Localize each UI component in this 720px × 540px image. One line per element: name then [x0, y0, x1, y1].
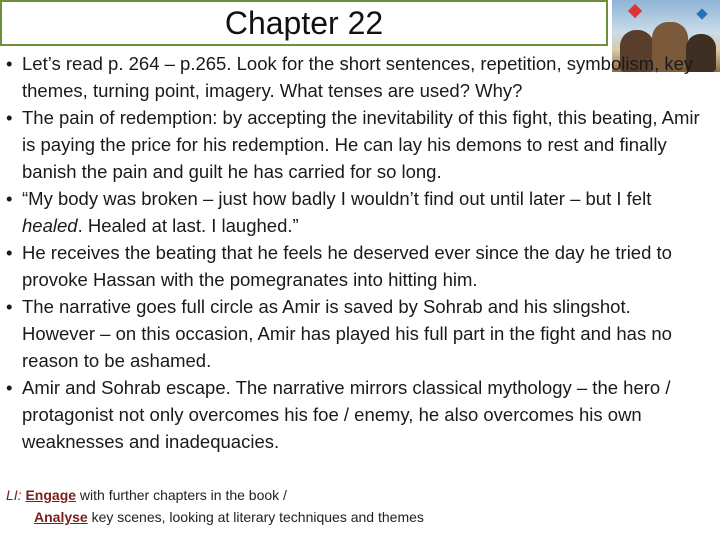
- bullet-icon: •: [6, 296, 13, 317]
- footer-line-2: [6, 506, 706, 528]
- kite-icon: [628, 4, 642, 18]
- bullet-item: [6, 104, 706, 185]
- quote-text-start: “My body was broken – just how badly I wouldn’t find out until later – but I felt: [22, 188, 652, 209]
- bullet-item: [6, 185, 706, 239]
- bullet-icon: •: [6, 53, 13, 74]
- footer-line-1: [6, 484, 706, 506]
- bullet-item: [6, 50, 706, 104]
- bullet-item: [6, 239, 706, 293]
- kite-icon: [696, 8, 707, 19]
- bullet-icon: •: [6, 242, 13, 263]
- bullet-icon: •: [6, 377, 13, 398]
- bullet-text: Let’s read p. 264 – p.265. Look for the short sentences, repetition, symbolism, key themes, turning point, imagery. What tenses are used? Why?: [22, 53, 694, 101]
- bullet-icon: •: [6, 188, 13, 209]
- quote-text-end: . Healed at last. I laughed.”: [77, 215, 299, 236]
- keyword-engage: Engage: [25, 487, 77, 503]
- footer-text-2: key scenes, looking at literary techniques and themes: [87, 509, 424, 525]
- bullet-text: The pain of redemption: by accepting the inevitability of this fight, this beating, Amir is paying the price for his redemption. He can lay his demons to rest and finally banish the pain and guilt he has carried for so long.: [22, 107, 700, 182]
- bullet-list: [6, 50, 706, 455]
- li-label: LI:: [6, 487, 22, 503]
- bullet-icon: •: [6, 107, 13, 128]
- slide-title: Chapter 22: [224, 4, 384, 41]
- bullet-item: [6, 293, 706, 374]
- learning-intention: [6, 484, 706, 528]
- footer-text-1: with further chapters in the book /: [76, 487, 287, 503]
- bullet-text: He receives the beating that he feels he deserved ever since the day he tried to provoke Hassan with the pomegranates into hitting him.: [22, 242, 672, 290]
- bullet-item: [6, 374, 706, 455]
- bullet-text: The narrative goes full circle as Amir is saved by Sohrab and his slingshot. However – on this occasion, Amir has played his full part in the fight and has no reason to be ashamed.: [22, 296, 672, 371]
- keyword-analyse: Analyse: [34, 509, 88, 525]
- quote-emphasis: healed: [22, 215, 78, 236]
- bullet-text: Amir and Sohrab escape. The narrative mirrors classical mythology – the hero / protagonist not only overcomes his foe / enemy, he also overcomes his own weaknesses and inadequacies.: [22, 377, 671, 452]
- title-box: [0, 0, 608, 46]
